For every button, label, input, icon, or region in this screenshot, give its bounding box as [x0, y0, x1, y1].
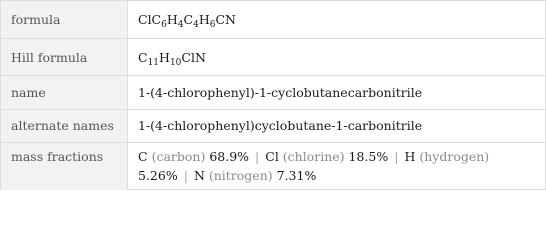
element-percent: 7.31%: [276, 168, 317, 183]
fraction-item: [404, 149, 489, 164]
element-name: (carbon): [151, 149, 206, 164]
hill-formula-value: [138, 50, 206, 68]
label-cell: [1, 110, 128, 142]
row-formula: [1, 1, 545, 38]
value-cell: [128, 1, 545, 38]
row-label: mass fractions: [11, 149, 104, 164]
formula-subscript: 4: [177, 20, 184, 30]
formula-text: ClN: [181, 50, 206, 65]
row-label: Hill formula: [11, 50, 88, 65]
element-name: (nitrogen): [208, 168, 273, 183]
row-name: [1, 75, 545, 109]
formula-text: C: [183, 12, 194, 27]
label-cell: [1, 1, 128, 38]
value-cell: [128, 39, 545, 75]
element-name: (hydrogen): [419, 149, 490, 164]
formula-text: H: [166, 12, 178, 27]
element-symbol: N: [193, 168, 205, 183]
row-label: alternate names: [11, 118, 114, 133]
separator: |: [394, 149, 399, 164]
mass-fractions-line-2: [138, 168, 316, 183]
separator: |: [255, 149, 260, 164]
element-symbol: C: [138, 149, 148, 164]
formula-subscript: 6: [161, 20, 167, 30]
fraction-item: [194, 168, 316, 183]
value-cell: [128, 110, 545, 142]
formula-text: H: [198, 12, 210, 27]
alternate-names-value: 1-(4-chlorophenyl)cyclobutane-1-carbonitrile: [138, 118, 423, 133]
fraction-item: [138, 149, 249, 164]
separator: |: [183, 168, 188, 183]
label-cell: [1, 143, 128, 190]
formula-subscript: 4: [193, 20, 199, 30]
element-name: (chlorine): [282, 149, 345, 164]
element-percent: 5.26%: [138, 168, 178, 183]
formula-subscript: 11: [147, 58, 160, 68]
formula-value: [138, 12, 236, 30]
element-percent: 68.9%: [209, 149, 250, 164]
value-cell: [128, 76, 545, 109]
element-symbol: H: [404, 149, 416, 164]
element-symbol: Cl: [265, 149, 279, 164]
label-cell: [1, 39, 128, 75]
row-mass-fractions: [1, 142, 545, 190]
row-label: name: [11, 85, 46, 100]
row-alternate-names: [1, 109, 545, 142]
value-cell: [128, 143, 545, 190]
formula-text: CN: [215, 12, 236, 27]
mass-fractions-line-1: [138, 149, 489, 164]
formula-subscript: 6: [209, 20, 216, 30]
element-percent: 18.5%: [348, 149, 389, 164]
formula-subscript: 10: [169, 58, 182, 68]
formula-text: H: [159, 50, 170, 65]
formula-text: ClC: [138, 12, 162, 27]
fraction-item: [265, 149, 388, 164]
row-hill-formula: [1, 38, 545, 75]
label-cell: [1, 76, 128, 109]
formula-text: C: [138, 50, 148, 65]
name-value: 1-(4-chlorophenyl)-1-cyclobutanecarbonitrile: [138, 85, 423, 100]
row-label: formula: [11, 12, 61, 27]
